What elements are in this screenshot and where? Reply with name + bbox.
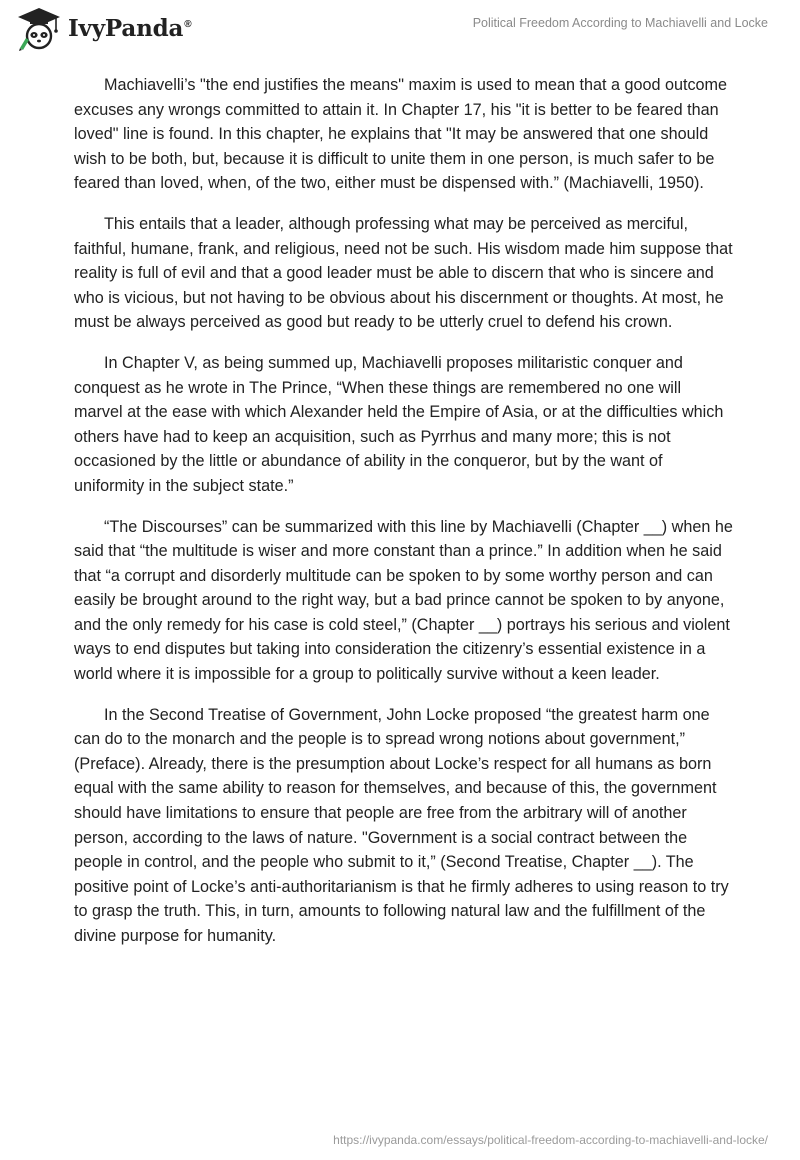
paragraph: In Chapter V, as being summed up, Machiavelli proposes militaristic conquer and conquest as he wrote in The Prince, “When these things are remembered no one will marvel at the ease with which Alexander held the Empire of Asia, or at the difficulties which others have had to keep an acquisition, such as Pyrrhus and many more; this is not occasioned by the little or abundance of ability in the conqueror, but by the want of uniformity in the subject state.” — [74, 353, 724, 495]
essay-body — [74, 73, 734, 965]
ivypanda-logo[interactable] — [14, 4, 191, 52]
paragraph: “The Discourses” can be summarized with this line by Machiavelli (Chapter __) when he said that “the multitude is wiser and more constant than a prince.” In addition when he said that “a corrupt and disorderly multitude can be spoken to by some worthy person and can easily be brought around to the right way, but a bad prince cannot be spoken to by anyone, and the only remedy for his case is cold steel,” (Chapter __) portrays his serious and violent ways to end disputes but taking into consideration the citizenry’s essential existence in a world where it is impossible for a group to politically survive without a keen leader. — [74, 517, 733, 684]
paragraph: Machiavelli’s "the end justifies the means" maxim is used to mean that a good outcome excuses any wrongs committed to attain it. In Chapter 17, his "it is better to be feared than loved" line is found. In this chapter, he explains that "It may be answered that one should wish to be both, but, because it is difficult to unite them in one person, is much safer to be feared than loved, when, of the two, either must be dispensed with.” (Machiavelli, 1950). — [74, 76, 728, 193]
logo-text: IvyPanda® — [68, 14, 192, 42]
paragraph: In the Second Treatise of Government, John Locke proposed “the greatest harm one can do to the monarch and the people is to spread wrong notions about government,” (Preface). Already, there is the presumption about Locke’s respect for all humans as born equal with the same ability to reason for themselves, and because of this, the government should have limitations to ensure that people are free from the arbitrary will of another person, according to the laws of nature. "Government is a social contract between the people in control, and the people who submit to it,” (Second Treatise, Chapter __). The positive point of Locke’s anti-authoritarianism is that he firmly adheres to using reason to try to grasp the truth. This, in turn, amounts to following natural law and the fulfillment of the divine purpose for humanity. — [74, 705, 729, 945]
document-title: Political Freedom According to Machiavelli and Locke — [472, 16, 768, 30]
source-url-link[interactable]: https://ivypanda.com/essays/political-freedom-according-to-machiavelli-and-locke/ — [333, 1133, 768, 1147]
paragraph: This entails that a leader, although professing what may be perceived as merciful, faithful, humane, frank, and religious, need not be such. His wisdom made him suppose that reality is full of evil and that a good leader must be able to discern that who is sincere and who is vicious, but not having to be obvious about his discernment or thoughts. At most, he must be always perceived as good but ready to be utterly cruel to defend his crown. — [74, 214, 733, 332]
registered-mark: ® — [184, 18, 192, 30]
page-header — [0, 0, 800, 60]
panda-graduate-icon — [14, 4, 64, 52]
